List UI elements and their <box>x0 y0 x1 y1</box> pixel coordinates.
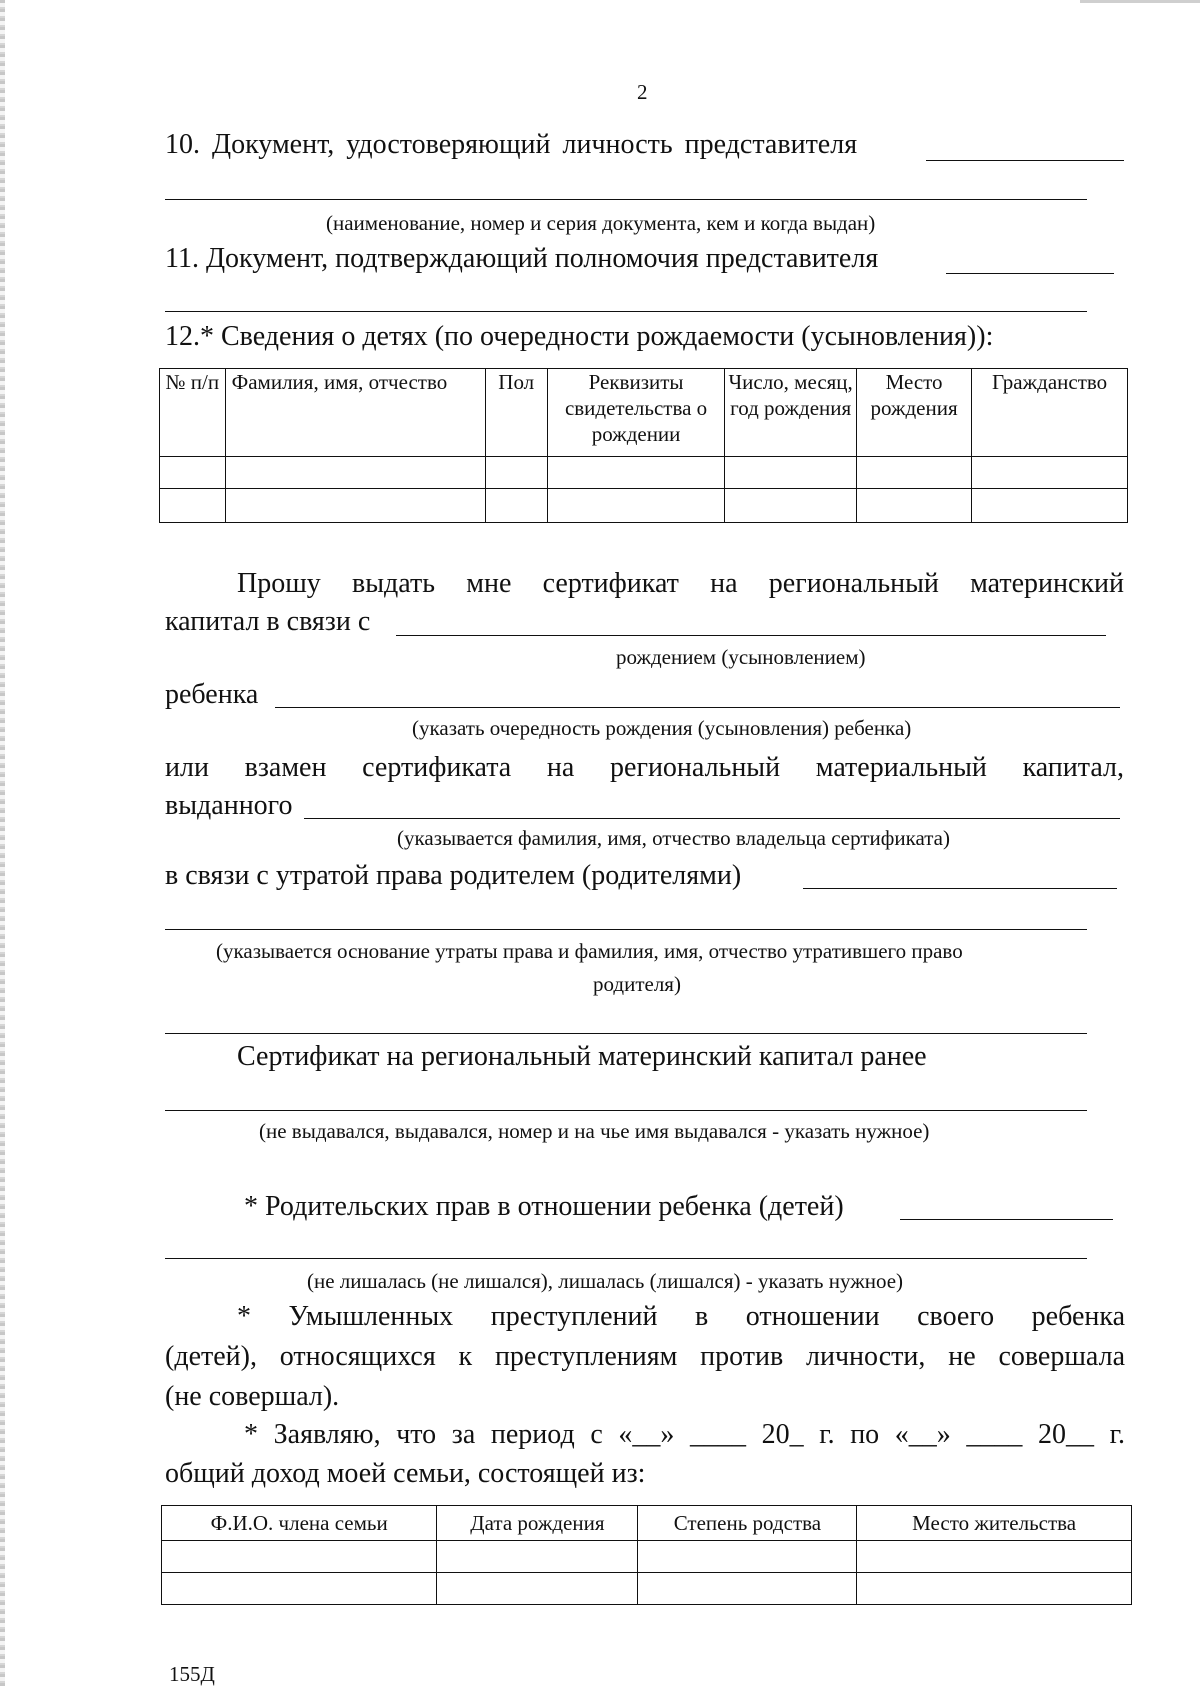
col-header-citizenship: Гражданство <box>972 369 1128 457</box>
col-header-birthdate: Число, месяц, год рождения <box>725 369 857 457</box>
col-header-sex: Пол <box>485 369 547 457</box>
item10-fill-line-2 <box>165 199 1087 200</box>
request-fill-line2 <box>275 707 1120 708</box>
income-line2: общий доход моей семьи, состоящей из: <box>165 1458 646 1489</box>
request-hint4a: (указывается основание утраты права и фамилия, имя, отчество утратившего право <box>216 939 963 963</box>
children-table <box>159 368 1128 523</box>
request-fill-line5 <box>165 929 1087 930</box>
certificate-fill-line <box>165 1110 1087 1111</box>
request-line3: ребенка <box>165 679 259 710</box>
request-fill-line3 <box>304 818 1120 819</box>
crimes-line3: (не совершал). <box>165 1381 340 1412</box>
table-row <box>160 489 1128 523</box>
footer-code: 155Д <box>169 1662 215 1686</box>
col-header-birthplace: Место рождения <box>856 369 971 457</box>
scan-edge-top <box>1080 0 1200 3</box>
table-row <box>162 1573 1132 1605</box>
request-line5: выданного <box>165 790 293 821</box>
request-hint1: рождением (усыновлением) <box>616 645 866 669</box>
col-header-relation: Степень родства <box>638 1506 857 1541</box>
income-line1: * Заявляю, что за период с «__» ____ 20_ г. по «__» ____ 20__ г. <box>244 1419 1125 1450</box>
table-row <box>160 457 1128 489</box>
col-header-residence: Место жительства <box>857 1506 1132 1541</box>
page-number: 2 <box>637 80 648 104</box>
certificate-line: Сертификат на региональный материнский капитал ранее <box>237 1041 927 1072</box>
request-line2: капитал в связи с <box>165 606 371 637</box>
table-row <box>162 1541 1132 1573</box>
item10-label: 10. Документ, удостоверяющий личность представителя <box>165 129 858 160</box>
col-header-family-name: Ф.И.О. члена семьи <box>162 1506 437 1541</box>
scan-edge <box>0 0 5 1686</box>
family-table <box>161 1505 1132 1605</box>
request-line4: или взамен сертификата на региональный материальный капитал, <box>165 752 1124 783</box>
request-line1: Прошу выдать мне сертификат на региональный материнский <box>237 568 1124 599</box>
certificate-hint: (не выдавался, выдавался, номер и на чье имя выдавался - указать нужное) <box>259 1119 930 1143</box>
request-fill-line1 <box>396 635 1106 636</box>
item10-fill-line <box>926 160 1124 161</box>
item10-hint: (наименование, номер и серия документа, кем и когда выдан) <box>326 211 876 235</box>
col-header-family-birthdate: Дата рождения <box>437 1506 638 1541</box>
request-fill-line4 <box>803 888 1117 889</box>
separator-line <box>165 1033 1087 1034</box>
col-header-certificate: Реквизиты свидетельства о рождении <box>547 369 724 457</box>
item11-label: 11. Документ, подтверждающий полномочия представителя <box>165 243 879 274</box>
col-header-name: Фамилия, имя, отчество <box>225 369 485 457</box>
crimes-line2: (детей), относящихся к преступлениям против личности, не совершала <box>165 1341 1125 1372</box>
parental-rights-line: * Родительских прав в отношении ребенка (детей) <box>244 1191 844 1222</box>
crimes-line1: * Умышленных преступлений в отношении своего ребенка <box>237 1301 1125 1332</box>
family-table-header <box>162 1506 1132 1541</box>
request-line6: в связи с утратой права родителем (родителями) <box>165 860 742 891</box>
parental-rights-hint: (не лишалась (не лишался), лишалась (лишался) - указать нужное) <box>307 1269 904 1293</box>
item11-fill-line-2 <box>165 311 1087 312</box>
item12-label: 12.* Сведения о детях (по очередности рождаемости (усыновления)): <box>165 321 994 352</box>
parental-rights-fill-line-2 <box>165 1258 1087 1259</box>
col-header-number: № п/п <box>160 369 226 457</box>
request-hint3: (указывается фамилия, имя, отчество владельца сертификата) <box>397 826 950 850</box>
request-hint4b: родителя) <box>593 972 681 996</box>
item11-fill-line <box>946 273 1114 274</box>
request-hint2: (указать очередность рождения (усыновления) ребенка) <box>412 716 912 740</box>
parental-rights-fill-line <box>900 1219 1113 1220</box>
children-table-header <box>160 369 1128 457</box>
